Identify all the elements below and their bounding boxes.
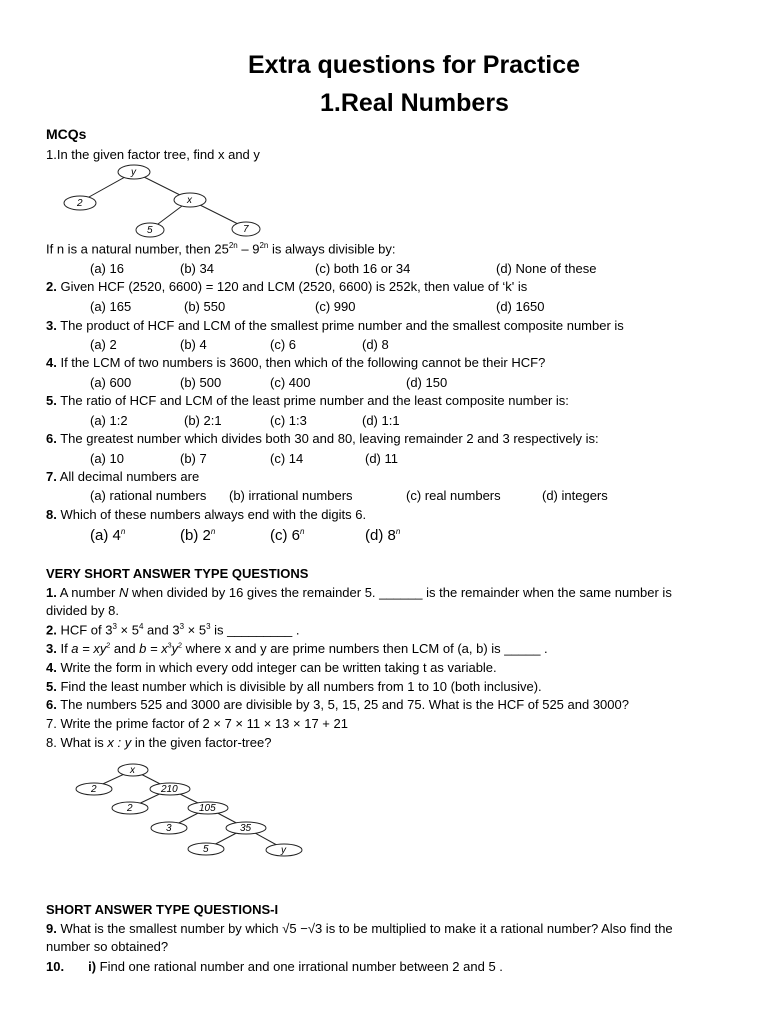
mcq-q1b-option: (b) 34	[180, 261, 214, 276]
mcq-q6-option: (d) 11	[365, 451, 398, 466]
mcq-q2-option: (b) 550	[184, 299, 226, 314]
mcq-q6: 6. The greatest number which divides both 30 and 80, leaving remainder 2 and 3 respectively is:	[46, 431, 599, 446]
tree2-node: 35	[240, 823, 252, 834]
mcq-q5-option: (a) 1:2	[90, 413, 128, 428]
tree2-node: 5	[203, 844, 209, 855]
mcq-q8-option: (b) 2$^n$	[180, 527, 216, 544]
mcq-q7-option: (d) integers	[542, 488, 608, 503]
tree1-mid: x	[187, 195, 192, 206]
sa1-q9: 9. What is the smallest number by which √5 −√3 is to be multiplied to make it a rational number? Also find the	[46, 921, 673, 936]
mcq-q4-option: (c) 400	[270, 375, 311, 390]
tree2-node: 2	[91, 784, 97, 795]
vsa-q1-continued: divided by 8.	[46, 603, 119, 618]
mcq-q7-option: (c) real numbers	[406, 488, 501, 503]
mcq-heading: MCQs	[46, 126, 87, 142]
mcq-q8-option: (d) 8$^n$	[365, 527, 401, 544]
page-subtitle: 1.Real Numbers	[320, 89, 509, 117]
vsa-q6: 6. The numbers 525 and 3000 are divisible by 3, 5, 15, 25 and 75. What is the HCF of 525 and 3000?	[46, 697, 629, 712]
mcq-q4-option: (d) 150	[406, 375, 448, 390]
mcq-q2: 2. Given HCF (2520, 6600) = 120 and LCM (2520, 6600) is 252k, then value of ‘k' is	[46, 279, 528, 294]
mcq-q5: 5. The ratio of HCF and LCM of the least prime number and the least composite number is:	[46, 393, 569, 408]
mcq-q3-option: (b) 4	[180, 337, 207, 352]
vsa-q2: 2. HCF of $3^3 \times 5^4$ and $3^3 \times 5^3$ is _________ .	[46, 622, 300, 638]
mcq-q1b-option: (c) both 16 or 34	[315, 261, 411, 276]
mcq-q7-option: (b) irrational numbers	[229, 488, 353, 503]
mcq-q6-option: (a) 10	[90, 451, 124, 466]
mcq-q5-option: (b) 2:1	[184, 413, 222, 428]
mcq-q1b-option: (a) 16	[90, 261, 124, 276]
mcq-q4-option: (b) 500	[180, 375, 222, 390]
mcq-q1b-option: (d) None of these	[496, 261, 597, 276]
mcq-q2-option: (a) 165	[90, 299, 132, 314]
mcq-q2-option: (d) 1650	[496, 299, 545, 314]
tree2-root: x	[130, 765, 135, 776]
mcq-q5-option: (d) 1:1	[362, 413, 400, 428]
vsa-heading: VERY SHORT ANSWER TYPE QUESTIONS	[46, 566, 309, 581]
tree1-leaf-a: 2	[77, 198, 83, 209]
mcq-q1b: If n is a natural number, then $25^{2n} - 9^{2n}$ is always divisible by:	[46, 241, 396, 257]
mcq-q8: 8. Which of these numbers always end with the digits 6.	[46, 507, 367, 522]
factor-tree-1	[58, 160, 288, 240]
vsa-q8: 8. What is x : y in the given factor-tree?	[46, 735, 272, 750]
mcq-q7-option: (a) rational numbers	[90, 488, 207, 503]
factor-tree-2	[66, 762, 326, 862]
vsa-q7: 7. Write the prime factor of 2 × 7 × 11 × 13 × 17 + 21	[46, 716, 348, 731]
mcq-q3-option: (d) 8	[362, 337, 389, 352]
tree1-root: y	[131, 167, 136, 178]
tree2-node: 210	[161, 784, 178, 795]
tree2-node: 2	[127, 803, 133, 814]
tree2-node: 3	[166, 823, 172, 834]
mcq-q6-option: (b) 7	[180, 451, 207, 466]
mcq-q4-option: (a) 600	[90, 375, 132, 390]
mcq-q6-option: (c) 14	[270, 451, 304, 466]
sa1-heading: SHORT ANSWER TYPE QUESTIONS-I	[46, 902, 279, 917]
vsa-q1: 1. A number N when divided by 16 gives the remainder 5. ______ is the remainder when the same number is	[46, 585, 672, 600]
tree2-node: 105	[199, 803, 216, 814]
sa1-q10: 10. i) Find one rational number and one irrational number between 2 and 5 .	[46, 959, 503, 974]
mcq-q3: 3. The product of HCF and LCM of the smallest prime number and the smallest composite number is	[46, 318, 624, 333]
mcq-q8-option: (c) 6$^n$	[270, 527, 305, 544]
mcq-q4: 4. If the LCM of two numbers is 3600, then which of the following cannot be their HCF?	[46, 355, 546, 370]
vsa-q5: 5. Find the least number which is divisible by all numbers from 1 to 10 (both inclusive).	[46, 679, 542, 694]
mcq-q3-option: (c) 6	[270, 337, 296, 352]
tree1-leaf-b: 5	[147, 225, 153, 236]
mcq-q7: 7. All decimal numbers are	[46, 469, 200, 484]
sa1-q9-continued: number so obtained?	[46, 939, 169, 954]
vsa-q3: 3. If $a = xy^2$ and $b = x^3y^2$ where x and y are prime numbers then LCM of (a, b) is _____ .	[46, 641, 548, 656]
page-title: Extra questions for Practice	[248, 51, 581, 79]
mcq-q8-option: (a) 4$^n$	[90, 527, 126, 544]
mcq-q1: 1.In the given factor tree, find x and y	[46, 147, 260, 162]
mcq-q2-option: (c) 990	[315, 299, 356, 314]
vsa-q4: 4. Write the form in which every odd integer can be written taking t as variable.	[46, 660, 497, 675]
mcq-q3-option: (a) 2	[90, 337, 117, 352]
tree1-leaf-c: 7	[243, 224, 249, 235]
tree2-node: y	[281, 845, 286, 856]
mcq-q5-option: (c) 1:3	[270, 413, 307, 428]
